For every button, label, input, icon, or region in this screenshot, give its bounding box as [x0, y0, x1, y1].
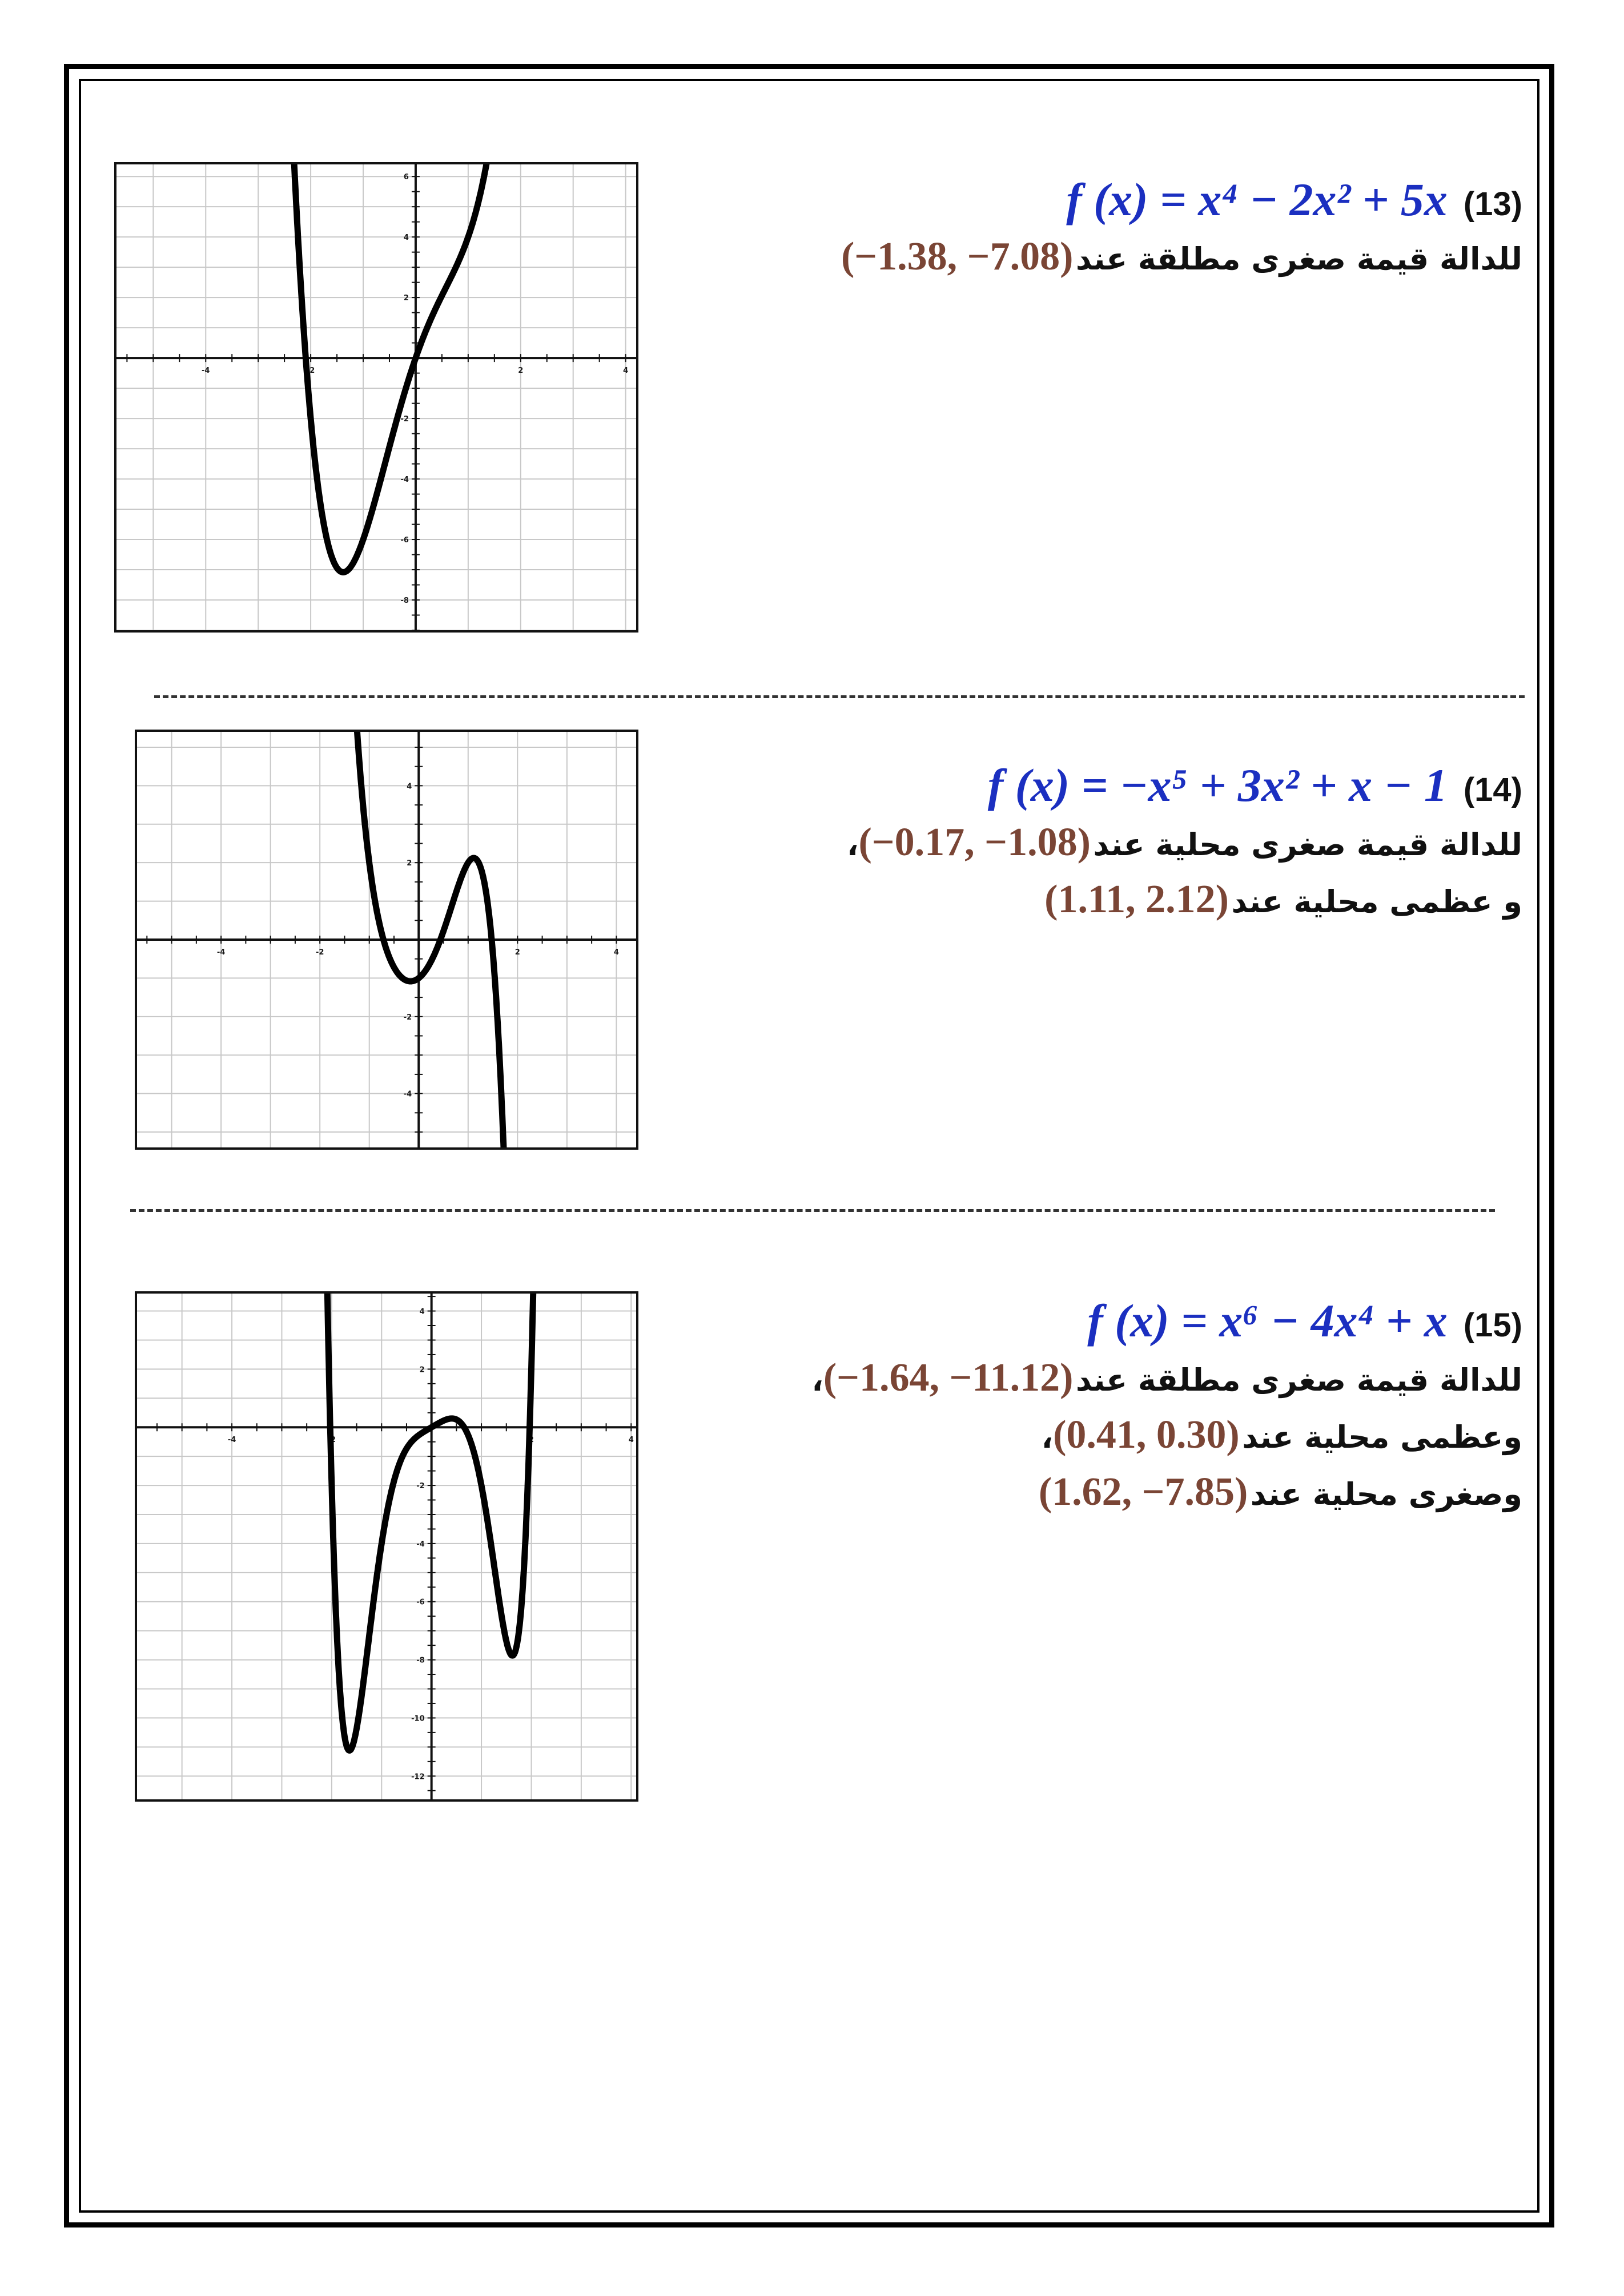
result-text: للدالة قيمة صغرى محلية عند: [1093, 827, 1522, 863]
section-divider: [130, 1209, 1495, 1212]
function-curve: [293, 164, 491, 572]
y-tick-label: 6: [403, 173, 409, 182]
result-text: للدالة قيمة صغرى مطلقة عند: [1075, 241, 1522, 277]
result-line: [811, 1407, 1522, 1464]
y-tick-label: -2: [416, 1482, 425, 1491]
y-tick-label: -8: [400, 597, 409, 606]
y-tick-label: 2: [419, 1365, 425, 1375]
result-text: وصغرى محلية عند: [1250, 1476, 1522, 1512]
result-line: [847, 871, 1522, 928]
graph-svg: [116, 164, 636, 630]
x-tick-label: -2: [327, 1436, 336, 1445]
y-tick-label: 2: [403, 294, 409, 303]
result-point: (1.62, −7.85): [1038, 1470, 1248, 1514]
result-line: [811, 1464, 1522, 1521]
function-equation: f (x) = x⁶ − 4x⁴ + x: [1087, 1295, 1448, 1347]
problem-13-header: [841, 171, 1522, 228]
x-tick-label: -2: [315, 948, 324, 957]
y-tick-label: -12: [411, 1773, 425, 1782]
graph-svg: [137, 1294, 636, 1799]
result-point: (−1.38, −7.08): [841, 235, 1074, 279]
problem-13-text: [841, 171, 1522, 285]
y-tick-label: 4: [403, 233, 409, 243]
result-line: [811, 1350, 1522, 1407]
result-line: [841, 228, 1522, 285]
problem-number: (15): [1463, 1307, 1522, 1344]
x-tick-label: 4: [623, 366, 629, 376]
result-point: (−1.64, −11.12): [823, 1356, 1074, 1400]
y-tick-label: 4: [407, 782, 412, 791]
problem-14-header: [847, 757, 1522, 814]
graph-problem-13: [114, 162, 638, 633]
function-equation: f (x) = −x⁵ + 3x² + x − 1: [987, 759, 1448, 811]
function-equation: f (x) = x⁴ − 2x² + 5x: [1066, 174, 1448, 225]
graph-svg: [137, 732, 636, 1147]
section-divider: [154, 695, 1525, 698]
graph-problem-14: [135, 730, 638, 1150]
y-tick-label: -10: [411, 1714, 425, 1723]
y-tick-label: -4: [403, 1090, 412, 1099]
y-tick-label: 4: [419, 1307, 425, 1316]
y-tick-label: -8: [416, 1656, 425, 1665]
result-separator: ،: [811, 1362, 823, 1398]
problem-15-header: [811, 1292, 1522, 1350]
x-tick-label: 2: [528, 1436, 534, 1445]
y-tick-label: -4: [416, 1540, 425, 1549]
problem-15-text: [811, 1292, 1522, 1521]
result-text: و عظمى محلية عند: [1231, 884, 1522, 920]
x-tick-label: -4: [216, 948, 226, 957]
x-tick-label: -4: [227, 1436, 236, 1445]
result-separator: ،: [1041, 1419, 1054, 1455]
graph-problem-15: [135, 1291, 638, 1802]
y-tick-label: -4: [400, 476, 409, 485]
problem-number: (13): [1463, 186, 1522, 223]
x-tick-label: 4: [613, 948, 619, 957]
y-tick-label: -2: [400, 415, 409, 424]
y-tick-label: 2: [407, 859, 412, 868]
x-tick-label: 2: [518, 366, 524, 376]
result-point: (0.41, 0.30): [1053, 1413, 1240, 1457]
result-point: (1.11, 2.12): [1044, 877, 1229, 921]
problem-14-text: [847, 757, 1522, 928]
y-tick-label: -2: [403, 1013, 412, 1022]
problem-number: (14): [1463, 771, 1522, 808]
x-tick-label: 4: [628, 1436, 634, 1445]
x-tick-label: 2: [514, 948, 520, 957]
x-tick-label: -4: [202, 366, 210, 376]
function-curve: [327, 1294, 533, 1750]
result-line: [847, 814, 1522, 871]
result-text: للدالة قيمة صغرى مطلقة عند: [1075, 1362, 1522, 1398]
y-tick-label: -6: [416, 1598, 425, 1607]
result-point: (−0.17, −1.08): [858, 820, 1091, 864]
result-separator: ،: [846, 827, 859, 863]
y-tick-label: -6: [400, 536, 409, 545]
x-tick-label: -2: [306, 366, 315, 376]
result-text: وعظمى محلية عند: [1242, 1419, 1522, 1455]
